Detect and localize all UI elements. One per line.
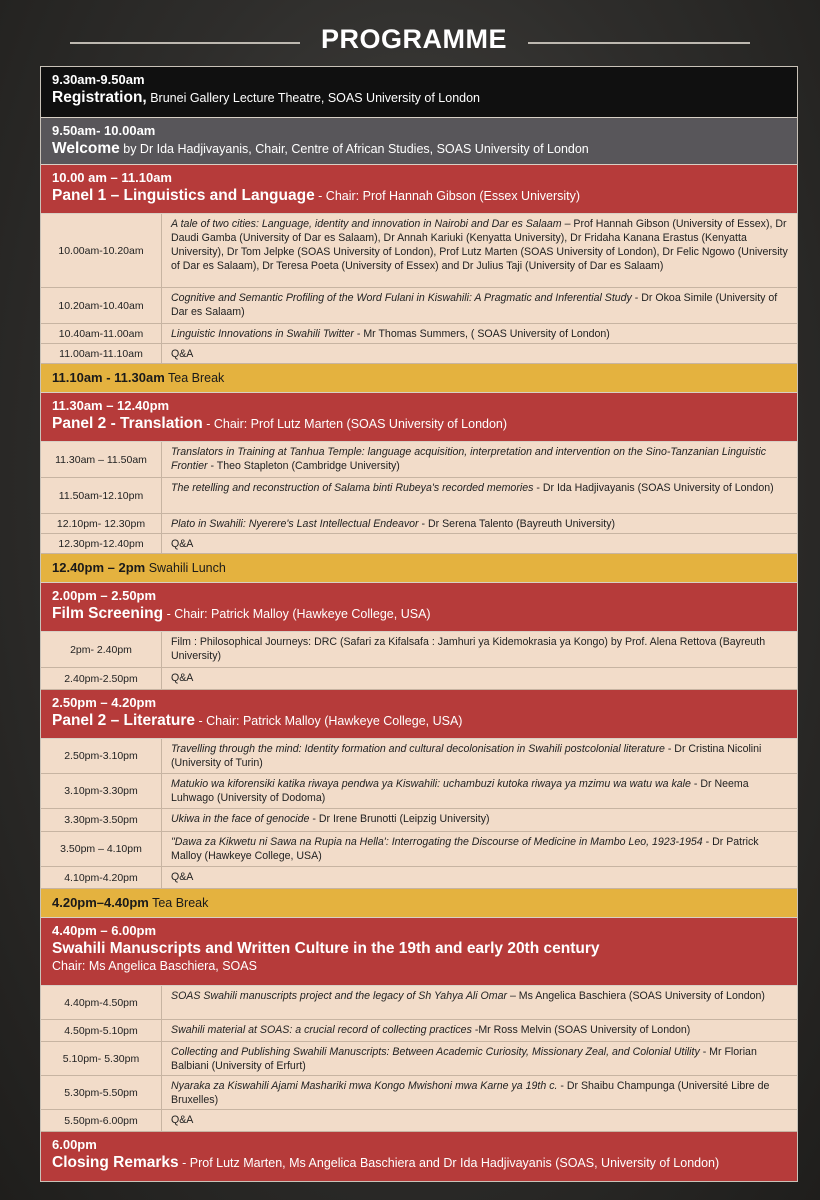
- session-description: [162, 668, 797, 689]
- panel4-time: 4.40pm – 6.00pm: [52, 923, 157, 938]
- panel1-block: [41, 165, 797, 214]
- session-description: [162, 1076, 797, 1109]
- welcome-block: [41, 118, 797, 165]
- session-description: [162, 514, 797, 533]
- session-speaker: – Prof Hannah Gibson (University of Essex), Dr Daudi Gamba (University of Dar es Salaam), Dr Annah Kariuki (Kenyatta University), Dr Fridaha Kanana Erastus (Kenyatta University), Dr Tom Jelpke (SOAS University of London), Prof Lutz Marten (SOAS University of London), Dr Felic Ngowo (University of Dar es Salaam), Dr Teresa Poeta (University of Essex) and Dr Julius Taji (University of Dar es Salaam): [171, 218, 788, 272]
- panel3-time: 2.50pm – 4.20pm: [52, 695, 157, 710]
- session-speaker: - Dr Cristina Nicolini (University of Turin): [171, 743, 762, 769]
- session-title: Ukiwa in the face of genocide: [171, 813, 310, 825]
- panel3-block: [41, 690, 797, 739]
- session-description: [162, 478, 797, 513]
- session-description: [162, 324, 797, 343]
- session-title: "Dawa za Kikwetu ni Sawa na Rupia na Hella': Interrogating the Discourse of Medicine in Mambo Leo, 1923-1954: [171, 836, 703, 848]
- welcome-detail: by Dr Ida Hadjivayanis, Chair, Centre of African Studies, SOAS University of London: [119, 142, 589, 156]
- panel2-time: 11.30am – 12.40pm: [52, 398, 170, 413]
- panel1-time: 10.00 am – 11.10am: [52, 170, 172, 185]
- session-time: 4.50pm-5.10pm: [41, 1020, 162, 1041]
- film-rows: [41, 632, 797, 690]
- panel4-rows: [41, 986, 797, 1132]
- closing-heading: [52, 1153, 797, 1173]
- session-speaker: Q&A: [171, 348, 194, 360]
- session-row: [41, 632, 797, 668]
- page-title: PROGRAMME: [321, 24, 507, 54]
- programme-table: [40, 66, 798, 1182]
- closing-detail: - Prof Lutz Marten, Ms Angelica Baschiera and Dr Ida Hadjivayanis (SOAS, University of London): [178, 1156, 720, 1170]
- session-row: [41, 478, 797, 514]
- panel2-rows: [41, 442, 797, 554]
- session-speaker: - Theo Stapleton (Cambridge University): [207, 460, 400, 472]
- session-title: Plato in Swahili: Nyerere's Last Intellectual Endeavor: [171, 518, 419, 530]
- tea-break-2-time: 4.20pm–4.40pm: [52, 895, 149, 910]
- session-row: [41, 1076, 797, 1110]
- session-time: 5.30pm-5.50pm: [41, 1076, 162, 1109]
- session-description: [162, 986, 797, 1019]
- tea-break-2: [41, 889, 797, 918]
- tea-break-1-label: Tea Break: [164, 371, 225, 385]
- session-time: 2.40pm-2.50pm: [41, 668, 162, 689]
- closing-time: 6.00pm: [52, 1137, 97, 1152]
- session-speaker: Q&A: [171, 538, 194, 550]
- film-heading: [52, 604, 797, 624]
- session-speaker: Q&A: [171, 672, 194, 684]
- session-speaker: - Dr Serena Talento (Bayreuth University): [418, 518, 616, 530]
- session-speaker: -Mr Ross Melvin (SOAS University of London): [471, 1024, 691, 1036]
- session-speaker: - Dr Neema Luhwago (University of Dodoma): [171, 778, 749, 804]
- session-speaker: - Dr Ida Hadjivayanis (SOAS University of London): [533, 482, 774, 494]
- lunch-break-time: 12.40pm – 2pm: [52, 560, 146, 575]
- session-time: 10.00am-10.20am: [41, 214, 162, 287]
- session-time: 3.10pm-3.30pm: [41, 774, 162, 808]
- session-time: 2.50pm-3.10pm: [41, 739, 162, 773]
- session-speaker: - Dr Okoa Simile (University of Dar es Salaam): [171, 292, 778, 318]
- session-row: [41, 214, 797, 288]
- tea-break-2-label: Tea Break: [148, 896, 209, 910]
- session-title: Cognitive and Semantic Profiling of the Word Fulani in Kiswahili: A Pragmatic and Inferential Study: [171, 292, 632, 304]
- session-description: [162, 867, 797, 888]
- session-speaker: Film : Philosophical Journeys: DRC (Safari za Kifalsafa : Jamhuri ya Kidemokrasia ya Kongo) by Prof. Alena Rettova (Bayreuth University): [171, 636, 766, 662]
- welcome-title: Welcome: [52, 140, 120, 157]
- session-description: [162, 534, 797, 553]
- session-time: 2pm- 2.40pm: [41, 632, 162, 667]
- session-row: [41, 534, 797, 554]
- registration-block: [41, 67, 797, 118]
- session-title: SOAS Swahili manuscripts project and the legacy of Sh Yahya Ali Omar: [171, 990, 508, 1002]
- registration-detail: Brunei Gallery Lecture Theatre, SOAS University of London: [146, 91, 481, 105]
- film-title: Film Screening: [52, 605, 164, 622]
- session-title: A tale of two cities: Language, identity and innovation in Nairobi and Dar es Salaam: [171, 218, 562, 230]
- session-description: [162, 632, 797, 667]
- session-speaker: Q&A: [171, 1114, 194, 1126]
- session-description: [162, 288, 797, 323]
- session-description: [162, 1020, 797, 1041]
- session-time: 4.40pm-4.50pm: [41, 986, 162, 1019]
- registration-time: 9.30am-9.50am: [52, 72, 145, 87]
- film-chair: - Chair: Patrick Malloy (Hawkeye College, USA): [163, 607, 431, 621]
- closing-title: Closing Remarks: [52, 1154, 179, 1171]
- registration-heading: [52, 88, 797, 108]
- session-speaker: Q&A: [171, 871, 194, 883]
- session-description: [162, 1042, 797, 1075]
- session-title: Linguistic Innovations in Swahili Twitter: [171, 328, 354, 340]
- session-title: Translators in Training at Tanhua Temple: language acquisition, interpretation and intervention on the Sino-Tanzanian Linguistic Frontier: [171, 446, 767, 472]
- session-row: [41, 1020, 797, 1042]
- session-title: Nyaraka za Kiswahili Ajami Mashariki mwa Kongo Mwishoni mwa Karne ya 19th c.: [171, 1080, 558, 1092]
- title-rule-left: [70, 42, 300, 44]
- session-description: [162, 442, 797, 477]
- session-row: [41, 986, 797, 1020]
- session-row: [41, 514, 797, 534]
- session-time: 3.50pm – 4.10pm: [41, 832, 162, 866]
- session-time: 11.00am-11.10am: [41, 344, 162, 363]
- session-description: [162, 214, 797, 287]
- session-time: 12.10pm- 12.30pm: [41, 514, 162, 533]
- panel4-block: [41, 918, 797, 986]
- film-block: [41, 583, 797, 632]
- session-time: 4.10pm-4.20pm: [41, 867, 162, 888]
- session-row: [41, 668, 797, 690]
- session-row: [41, 1042, 797, 1076]
- session-speaker: - Dr Shaibu Champunga (Université Libre de Bruxelles): [171, 1080, 770, 1106]
- welcome-heading: [52, 139, 797, 159]
- session-row: [41, 832, 797, 867]
- panel2-chair: - Chair: Prof Lutz Marten (SOAS University of London): [202, 417, 508, 431]
- panel1-chair: - Chair: Prof Hannah Gibson (Essex University): [314, 189, 581, 203]
- session-speaker: - Dr Irene Brunotti (Leipzig University): [309, 813, 490, 825]
- session-row: [41, 739, 797, 774]
- session-row: [41, 774, 797, 809]
- welcome-time: 9.50am- 10.00am: [52, 123, 156, 138]
- session-description: [162, 1110, 797, 1131]
- session-time: 10.20am-10.40am: [41, 288, 162, 323]
- session-description: [162, 809, 797, 831]
- session-row: [41, 324, 797, 344]
- session-title: The retelling and reconstruction of Salama binti Rubeya's recorded memories: [171, 482, 534, 494]
- session-title: Swahili material at SOAS: a crucial record of collecting practices: [171, 1024, 472, 1036]
- session-title: Matukio wa kiforensiki katika riwaya pendwa ya Kiswahili: uchambuzi kutoka riwaya ya mzimu wa watu wa kale: [171, 778, 691, 790]
- session-speaker: - Mr Florian Balbiani (University of Erfurt): [171, 1046, 757, 1072]
- panel1-heading: [52, 186, 797, 206]
- panel3-chair: - Chair: Patrick Malloy (Hawkeye College, USA): [195, 714, 463, 728]
- panel4-title: Swahili Manuscripts and Written Culture in the 19th and early 20th century: [52, 940, 600, 957]
- film-time: 2.00pm – 2.50pm: [52, 588, 157, 603]
- session-description: [162, 739, 797, 773]
- session-time: 12.30pm-12.40pm: [41, 534, 162, 553]
- panel1-rows: [41, 214, 797, 364]
- session-time: 5.10pm- 5.30pm: [41, 1042, 162, 1075]
- session-row: [41, 442, 797, 478]
- session-time: 10.40am-11.00am: [41, 324, 162, 343]
- panel3-title: Panel 2 – Literature: [52, 712, 196, 729]
- lunch-break-label: Swahili Lunch: [145, 561, 226, 575]
- session-speaker: – Ms Angelica Baschiera (SOAS University of London): [507, 990, 765, 1002]
- closing-block: [41, 1132, 797, 1181]
- session-row: [41, 344, 797, 364]
- tea-break-1: [41, 364, 797, 393]
- panel4-heading: [52, 939, 797, 959]
- session-time: 3.30pm-3.50pm: [41, 809, 162, 831]
- session-row: [41, 288, 797, 324]
- panel2-heading: [52, 414, 797, 434]
- session-speaker: - Dr Patrick Malloy (Hawkeye College, USA): [171, 836, 759, 862]
- panel2-block: [41, 393, 797, 442]
- session-time: 11.30am – 11.50am: [41, 442, 162, 477]
- title-rule-right: [528, 42, 750, 44]
- registration-title: Registration,: [52, 89, 147, 106]
- session-speaker: - Mr Thomas Summers, ( SOAS University of London): [353, 328, 610, 340]
- panel1-title: Panel 1 – Linguistics and Language: [52, 187, 315, 204]
- tea-break-1-time: 11.10am - 11.30am: [52, 370, 165, 385]
- session-time: 5.50pm-6.00pm: [41, 1110, 162, 1131]
- session-time: 11.50am-12.10pm: [41, 478, 162, 513]
- panel2-title: Panel 2 - Translation: [52, 415, 203, 432]
- session-description: [162, 774, 797, 808]
- session-title: Collecting and Publishing Swahili Manuscripts: Between Academic Curiosity, Missionary Zeal, and Colonial Utility: [171, 1046, 700, 1058]
- lunch-break: [41, 554, 797, 583]
- session-description: [162, 832, 797, 866]
- session-title: Travelling through the mind: Identity formation and cultural decolonisation in Swahili postcolonial literature: [171, 743, 665, 755]
- panel4-chair: Chair: Ms Angelica Baschiera, SOAS: [52, 959, 257, 973]
- programme-header: [0, 22, 820, 62]
- panel3-heading: [52, 711, 797, 731]
- session-row: [41, 867, 797, 889]
- panel3-rows: [41, 739, 797, 889]
- session-row: [41, 1110, 797, 1132]
- session-description: [162, 344, 797, 363]
- session-row: [41, 809, 797, 832]
